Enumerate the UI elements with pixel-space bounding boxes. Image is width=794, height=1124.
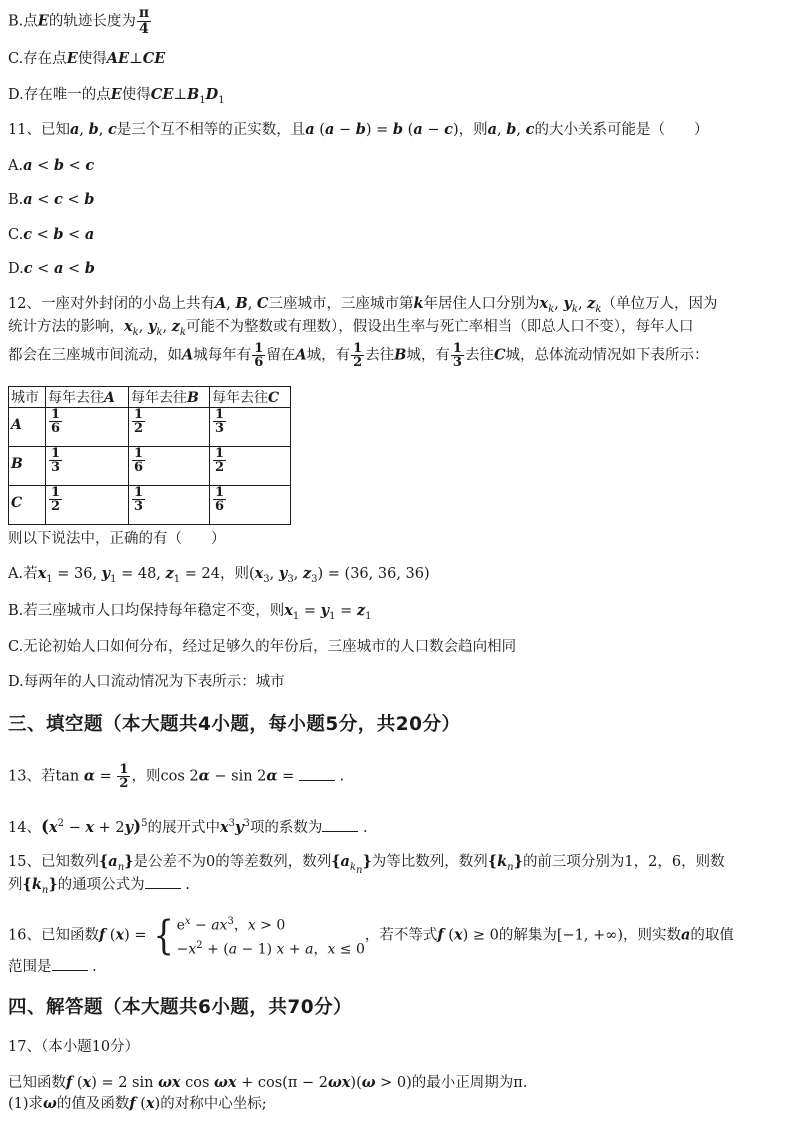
q17-line1: 已知函数f (x) = 2 sin ωx cos ωx + cos(π − 2ωx)(ω > 0)的最小正周期为π. (8, 1074, 528, 1091)
q14: 14、$(x^2 - x + 2y)^5$的展开式中$x^3y^3$项的系数为 . (8, 816, 368, 837)
header-to-a: 每年去往A (46, 387, 129, 408)
q11-option-a: A.a < b < c (8, 157, 95, 174)
q12-line1: 12、一座对外封闭的小岛上共有A, B, C三座城市，三座城市第k年居住人口分别为$x_k$, $y_k$, $z_k$（单位万人，因为 (8, 295, 718, 315)
cell-city: B (9, 447, 46, 486)
cell-value: $\frac{1}{2}$ (129, 408, 210, 447)
cell-value: $\frac{1}{6}$ (129, 447, 210, 486)
cell-value: $\frac{1}{2}$ (46, 486, 129, 525)
q12-option-c: C.无论初始人口如何分布，经过足够久的年份后，三座城市的人口数会趋向相同 (8, 639, 517, 655)
cell-value: $\frac{1}{6}$ (46, 408, 129, 447)
answer-blank[interactable] (299, 768, 335, 781)
q16-line2: 范围是 . (8, 959, 97, 975)
cell-value: $\frac{1}{3}$ (129, 486, 210, 525)
answer-blank[interactable] (145, 876, 181, 889)
section-fill-in-title: 三、填空题（本大题共4小题，每小题5分，共20分） (8, 714, 461, 735)
header-to-b: 每年去往B (129, 387, 210, 408)
table-row (9, 408, 291, 447)
answer-blank[interactable] (322, 819, 358, 832)
q12-line2: 统计方法的影响，$x_k$, $y_k$, $z_k$可能不为整数或有理数），假设出生率与死亡率相当（即总人口不变），每年人口 (8, 318, 694, 338)
q11-option-b: B.a < c < b (8, 191, 95, 208)
q12-option-d: D.每两年的人口流动情况为下表所示：城市 (8, 674, 285, 690)
cell-city: A (9, 408, 46, 447)
q10-option-d: D.存在唯一的点E使得$CE\perp B_1D_1$ (8, 86, 225, 106)
cell-value: $\frac{1}{6}$ (210, 486, 291, 525)
q15-line2: 列$\{k_n\}$的通项公式为 . (8, 876, 190, 896)
cell-value: $\frac{1}{3}$ (46, 447, 129, 486)
flow-table (8, 386, 291, 525)
q10-option-b: B.点E的轨迹长度为 $\frac{\pi}{4}$ (8, 5, 150, 37)
q10-option-c: C.存在点E使得AE⊥CE (8, 50, 166, 67)
cell-value: $\frac{1}{2}$ (210, 447, 291, 486)
q12-option-a: A.若$x_1 = 36$, $y_1 = 48$, $z_1 = 24$，则($x_3$, $y_3$, $z_3) = (36$, 36, 36) (8, 565, 430, 585)
q15-line1: 15、已知数列$\{a_n\}$是公差不为0的等差数列，数列$\{a_{k_n}\}$为等比数列，数列$\{k_n\}$的前三项分别为1，2，6，则数 (8, 853, 725, 876)
q11-stem: 11、已知a, b, c是三个互不相等的正实数，且a (a − b) = b (a − c)，则a, b, c的大小关系可能是（ ） (8, 121, 709, 138)
q11-option-c: C.c < b < a (8, 226, 95, 243)
q12-option-b: B.若三座城市人口均保持每年稳定不变，则$x_1 = y_1 = z_1$ (8, 602, 372, 622)
q12-line3: 都会在三座城市间流动，如A城每年有 $\frac{1}{6}$ 留在A城，有 $\frac{1}{2}$ 去往B城，有 $\frac{1}{3}$ 去往C城，总体流动情况如下表所示： (8, 341, 709, 370)
cell-city: C (9, 486, 46, 525)
answer-blank[interactable] (52, 958, 88, 971)
q13: 13、若tan α = $\frac{1}{2}$ ，则cos 2α − sin 2α = . (8, 762, 345, 791)
table-row (9, 486, 291, 525)
q16-line1: 16、已知函数f (x) = { $e^x - ax^3$，x > 0 $-x^2 + (a - 1) x + a$，x ≤ 0 ，若不等式f (x) ≥ 0的解集为[−1, +∞)，则实数a的取值 (8, 912, 734, 959)
cell-value: $\frac{1}{3}$ (210, 408, 291, 447)
flow-table-header (9, 387, 291, 408)
q17-line2: (1)求ω的值及函数f (x)的对称中心坐标; (8, 1095, 267, 1112)
section-answer-title: 四、解答题（本大题共6小题，共70分） (8, 997, 353, 1018)
header-city: 城市 (9, 387, 46, 408)
header-to-c: 每年去往C (210, 387, 291, 408)
q11-option-d: D.c < a < b (8, 260, 95, 277)
q17-head: 17、（本小题10分） (8, 1039, 140, 1055)
q12-ask: 则以下说法中，正确的有（ ） (8, 531, 226, 547)
table-row (9, 447, 291, 486)
